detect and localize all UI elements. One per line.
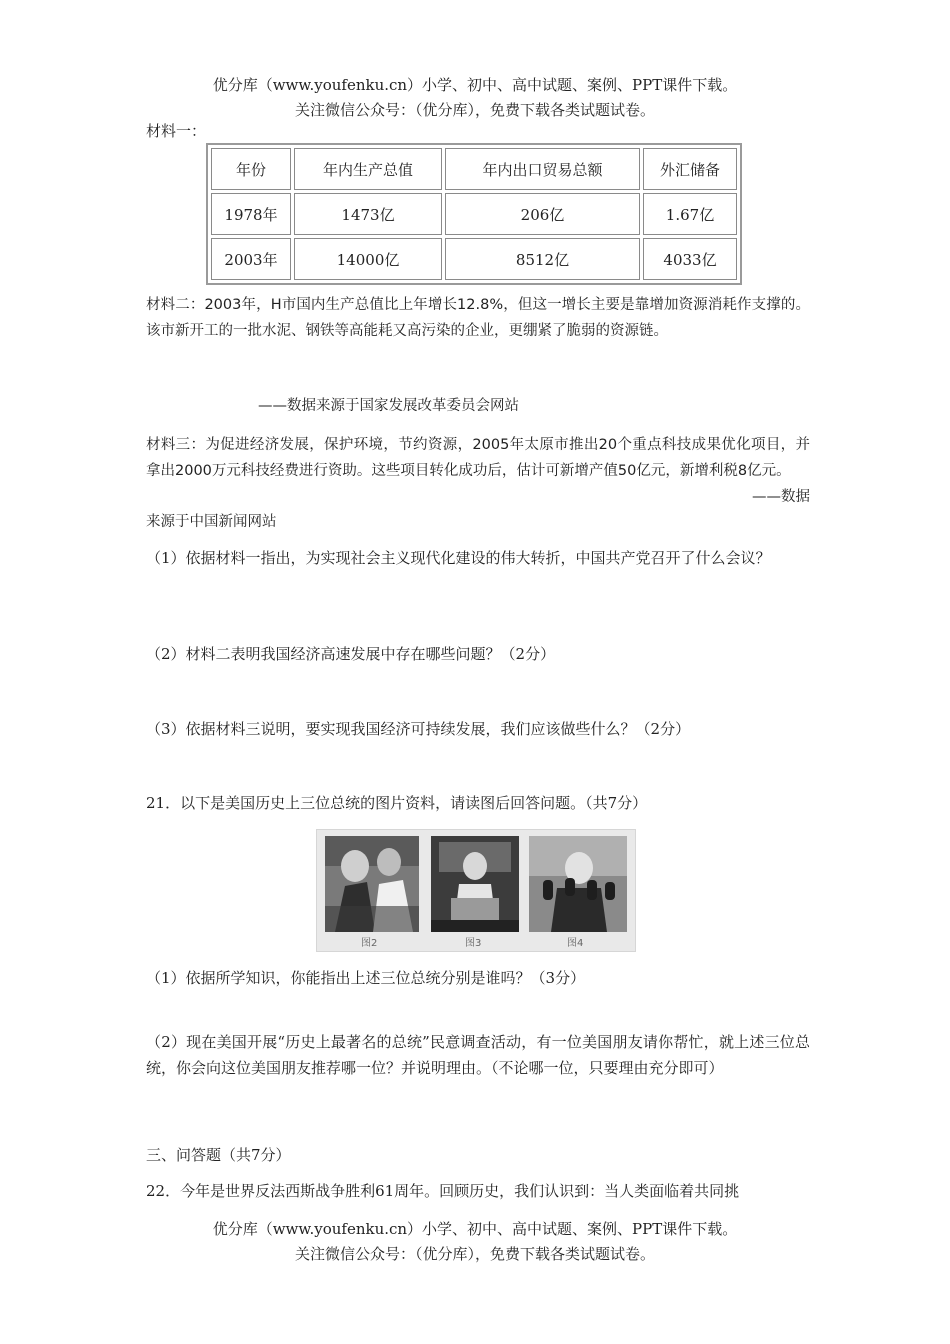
q20-part2: （2）材料二表明我国经济高速发展中存在哪些问题？（2分） xyxy=(146,645,556,663)
footer-line-1: 优分库（www.youfenku.cn）小学、初中、高中试题、案例、PPT课件下载。 xyxy=(212,1220,738,1238)
q21-part1: （1）依据所学知识，你能指出上述三位总统分别是谁吗？（3分） xyxy=(146,969,586,987)
q21-stem: 21．以下是美国历史上三位总统的图片资料，请读图后回答问题。（共7分） xyxy=(146,794,648,812)
table-cell: 1.67亿 xyxy=(643,193,737,235)
president-photos xyxy=(316,829,636,952)
material3-text: 材料三：为促进经济发展，保护环境，节约资源，2005年太原市推出20个重点科技成果优化项目，并拿出2000万元科技经费进行资助。这些项目转化成功后，估计可新增产值50亿元，新增利税8亿元。 xyxy=(146,437,810,479)
material1-table xyxy=(206,143,742,285)
table-cell: 4033亿 xyxy=(643,238,737,280)
table-row xyxy=(211,238,737,280)
material3-source-part1: ——数据 xyxy=(752,489,810,505)
section3-title: 三、问答题（共7分） xyxy=(146,1146,291,1164)
table-cell: 1473亿 xyxy=(294,193,442,235)
material2-text: 材料二：2003年，H市国内生产总值比上年增长12.8%，但这一增长主要是靠增加资源消耗作支撑的。该市新开工的一批水泥、钢铁等高能耗又高污染的企业，更绷紧了脆弱的资源链。 xyxy=(146,297,810,339)
table-row xyxy=(211,193,737,235)
footer-line-2: 关注微信公众号：（优分库），免费下载各类试题试卷。 xyxy=(294,1245,655,1263)
table-cell: 1978年 xyxy=(211,193,291,235)
material3-source-part2: 来源于中国新闻网站 xyxy=(146,514,277,530)
table-cell: 2003年 xyxy=(211,238,291,280)
table-header-cell: 年内生产总值 xyxy=(294,148,442,190)
header-line-2: 关注微信公众号：（优分库），免费下载各类试题试卷。 xyxy=(294,101,655,119)
table-cell: 206亿 xyxy=(445,193,640,235)
material2-source: ——数据来源于国家发展改革委员会网站 xyxy=(258,398,519,414)
table-header-cell: 年内出口贸易总额 xyxy=(445,148,640,190)
president-photo-3 xyxy=(529,836,627,932)
table-header-row xyxy=(211,148,737,190)
president-photo-2 xyxy=(431,836,519,932)
table-header-cell: 外汇储备 xyxy=(643,148,737,190)
photo-caption-2: 图3 xyxy=(465,938,482,949)
photo-caption-1: 图2 xyxy=(361,938,378,949)
q20-part1: （1）依据材料一指出，为实现社会主义现代化建设的伟大转折，中国共产党召开了什么会议？ xyxy=(146,549,771,567)
q22-stem: 22．今年是世界反法西斯战争胜利61周年。回顾历史，我们认识到：当人类面临着共同挑 xyxy=(146,1182,740,1200)
table-cell: 14000亿 xyxy=(294,238,442,280)
photo-caption-3: 图4 xyxy=(567,938,584,949)
president-photo-1 xyxy=(325,836,419,932)
material1-label: 材料一： xyxy=(146,122,207,140)
table-cell: 8512亿 xyxy=(445,238,640,280)
q21-part2: （2）现在美国开展“历史上最著名的总统”民意调查活动，有一位美国朋友请你帮忙，就上述三位总统，你会向这位美国朋友推荐哪一位？并说明理由。（不论哪一位，只要理由充分即可） xyxy=(146,1033,810,1077)
header-line-1: 优分库（www.youfenku.cn）小学、初中、高中试题、案例、PPT课件下载。 xyxy=(212,76,738,94)
table-header-cell: 年份 xyxy=(211,148,291,190)
q20-part3: （3）依据材料三说明，要实现我国经济可持续发展，我们应该做些什么？（2分） xyxy=(146,720,691,738)
